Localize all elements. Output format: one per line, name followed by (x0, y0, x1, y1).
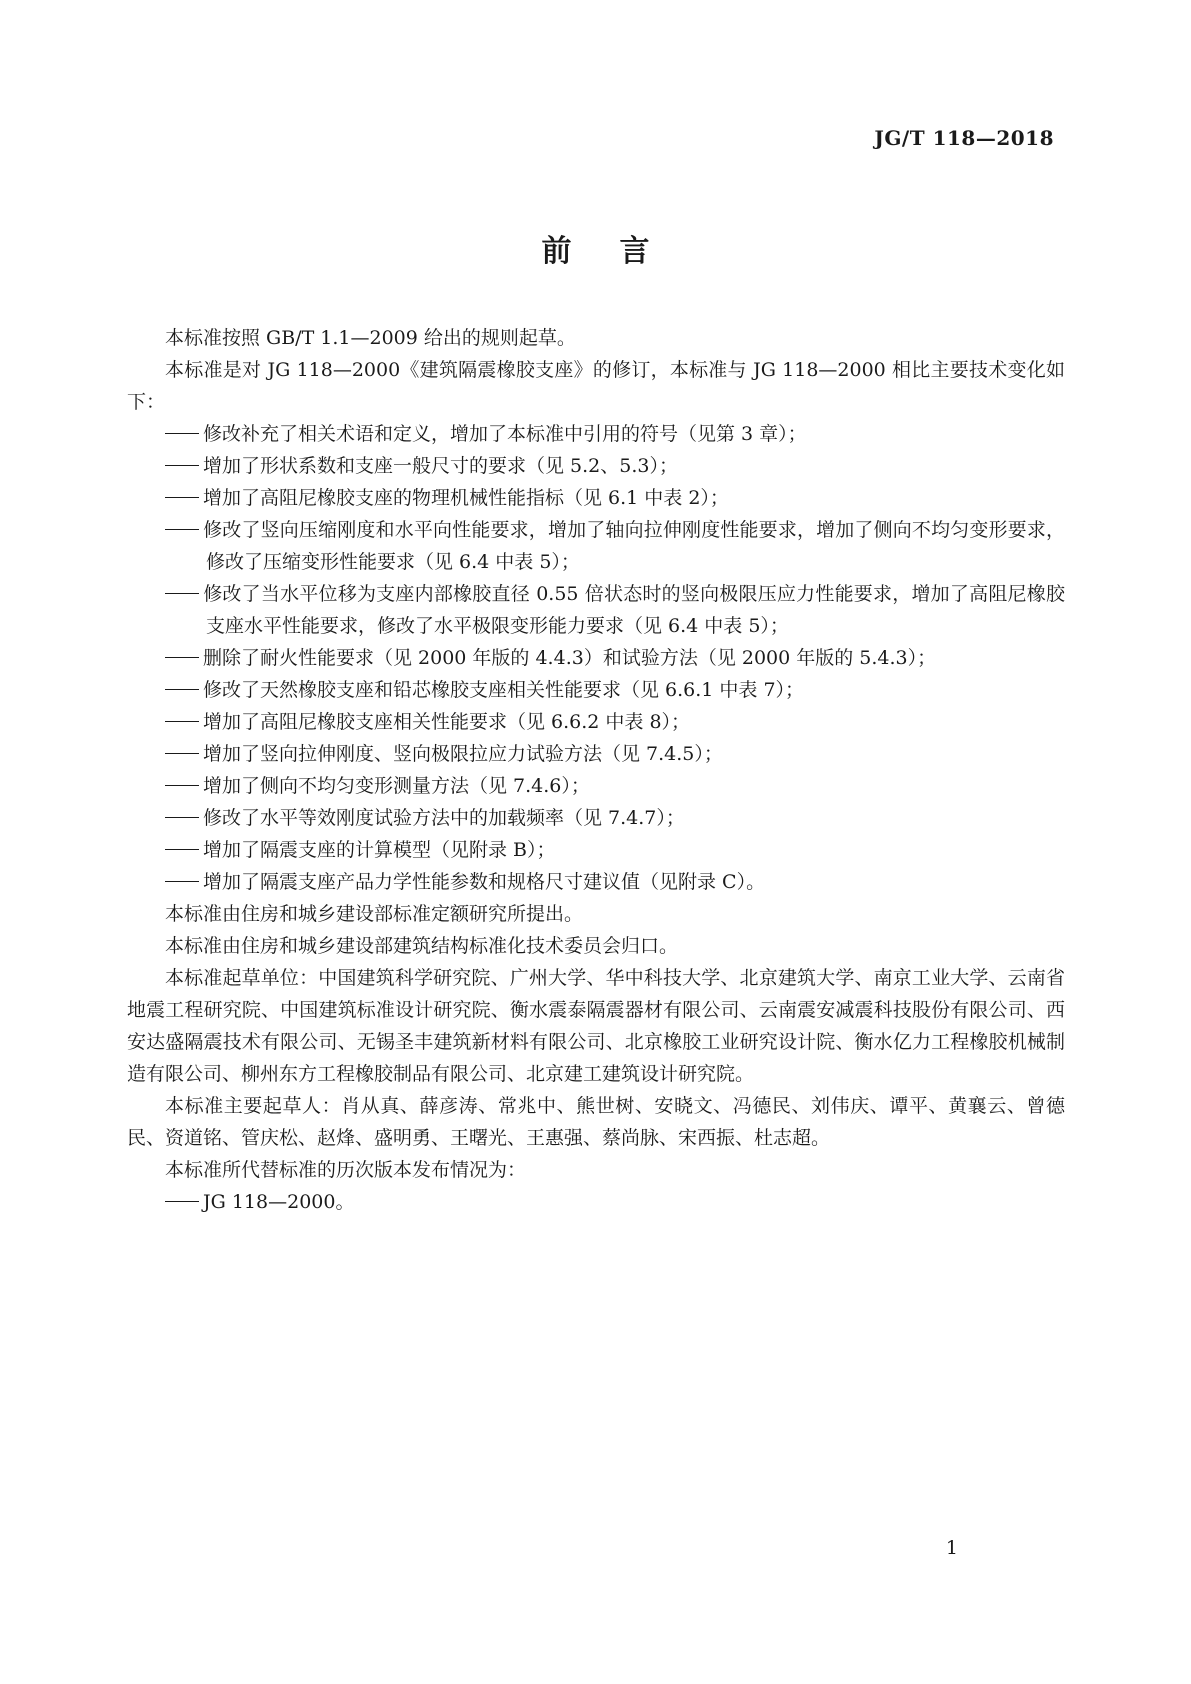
foreword-body (127, 322, 1065, 1218)
list-item-text: 修改了当水平位移为支座内部橡胶直径 0.55 倍状态时的竖向极限压应力性能要求，增加了高阻尼橡胶支座水平性能要求，修改了水平极限变形能力要求（见 6.4 中表 5）； (203, 583, 1065, 637)
list-item-text: 增加了高阻尼橡胶支座的物理机械性能指标（见 6.1 中表 2）； (203, 487, 729, 509)
paragraph: 本标准所代替标准的历次版本发布情况为： (165, 1159, 527, 1181)
list-item (127, 802, 1065, 834)
dash-marker (165, 1186, 203, 1218)
dash-marker (165, 834, 203, 866)
page-number: 1 (945, 1537, 958, 1559)
dash-marker (165, 450, 203, 482)
dash-marker (165, 738, 203, 770)
list-item-text: 删除了耐火性能要求（见 2000 年版的 4.4.3）和试验方法（见 2000 年版的 5.4.3）； (203, 647, 937, 669)
list-item-text: 修改补充了相关术语和定义，增加了本标准中引用的符号（见第 3 章）； (203, 423, 807, 445)
paragraph: 本标准主要起草人：肖从真、薛彦涛、常兆中、熊世树、安晓文、冯德民、刘伟庆、谭平、黄襄云、曾德民、资道铭、管庆松、赵烽、盛明勇、王曙光、王惠强、蔡尚脉、宋西振、杜志超。 (127, 1095, 1065, 1149)
dash-marker (165, 770, 203, 802)
list-item (127, 514, 1065, 578)
paragraph: 本标准是对 JG 118—2000《建筑隔震橡胶支座》的修订，本标准与 JG 118—2000 相比主要技术变化如下： (127, 359, 1065, 413)
dash-marker (165, 514, 203, 546)
page-title: 前言 (541, 234, 698, 269)
list-item-text: 增加了高阻尼橡胶支座相关性能要求（见 6.6.2 中表 8）； (203, 711, 691, 733)
list-item-text: 增加了隔震支座的计算模型（见附录 B）； (203, 839, 556, 861)
standard-code: JG/T 118—2018 (874, 126, 1054, 150)
dash-marker (165, 578, 203, 610)
dash-marker (165, 482, 203, 514)
list-item (127, 482, 1065, 514)
list-item (127, 578, 1065, 642)
list-item (127, 706, 1065, 738)
list-item (127, 674, 1065, 706)
list-item (127, 642, 1065, 674)
list-item (127, 866, 1065, 898)
list-item (127, 834, 1065, 866)
dash-marker (165, 706, 203, 738)
list-item-text: JG 118—2000。 (203, 1191, 355, 1213)
list-item-text: 增加了侧向不均匀变形测量方法（见 7.4.6）； (203, 775, 590, 797)
list-item-text: 增加了竖向拉伸刚度、竖向极限拉应力试验方法（见 7.4.5）； (203, 743, 723, 765)
list-item-text: 修改了天然橡胶支座和铅芯橡胶支座相关性能要求（见 6.6.1 中表 7）； (203, 679, 805, 701)
paragraph: 本标准按照 GB/T 1.1—2009 给出的规则起草。 (165, 327, 576, 349)
list-item (127, 418, 1065, 450)
paragraph: 本标准由住房和城乡建设部建筑结构标准化技术委员会归口。 (165, 935, 679, 957)
paragraph: 本标准起草单位：中国建筑科学研究院、广州大学、华中科技大学、北京建筑大学、南京工业大学、云南省地震工程研究院、中国建筑标准设计研究院、衡水震泰隔震器材有限公司、云南震安减震科技股份有限公司、西安达盛隔震技术有限公司、无锡圣丰建筑新材料有限公司、北京橡胶工业研究设计院、衡水亿力工程橡胶机械制造有限公司、柳州东方工程橡胶制品有限公司、北京建工建筑设计研究院。 (127, 967, 1065, 1085)
list-item (127, 1186, 1065, 1218)
list-item (127, 770, 1065, 802)
list-item-text: 修改了竖向压缩刚度和水平向性能要求，增加了轴向拉伸刚度性能要求，增加了侧向不均匀变形要求，修改了压缩变形性能要求（见 6.4 中表 5）； (203, 519, 1065, 573)
dash-marker (165, 866, 203, 898)
dash-marker (165, 674, 203, 706)
list-item-text: 修改了水平等效刚度试验方法中的加载频率（见 7.4.7）； (203, 807, 685, 829)
paragraph: 本标准由住房和城乡建设部标准定额研究所提出。 (165, 903, 584, 925)
list-item (127, 738, 1065, 770)
list-item (127, 450, 1065, 482)
dash-marker (165, 418, 203, 450)
dash-marker (165, 642, 203, 674)
dash-marker (165, 802, 203, 834)
list-item-text: 增加了形状系数和支座一般尺寸的要求（见 5.2、5.3）； (203, 455, 678, 477)
list-item-text: 增加了隔震支座产品力学性能参数和规格尺寸建议值（见附录 C）。 (203, 871, 766, 893)
